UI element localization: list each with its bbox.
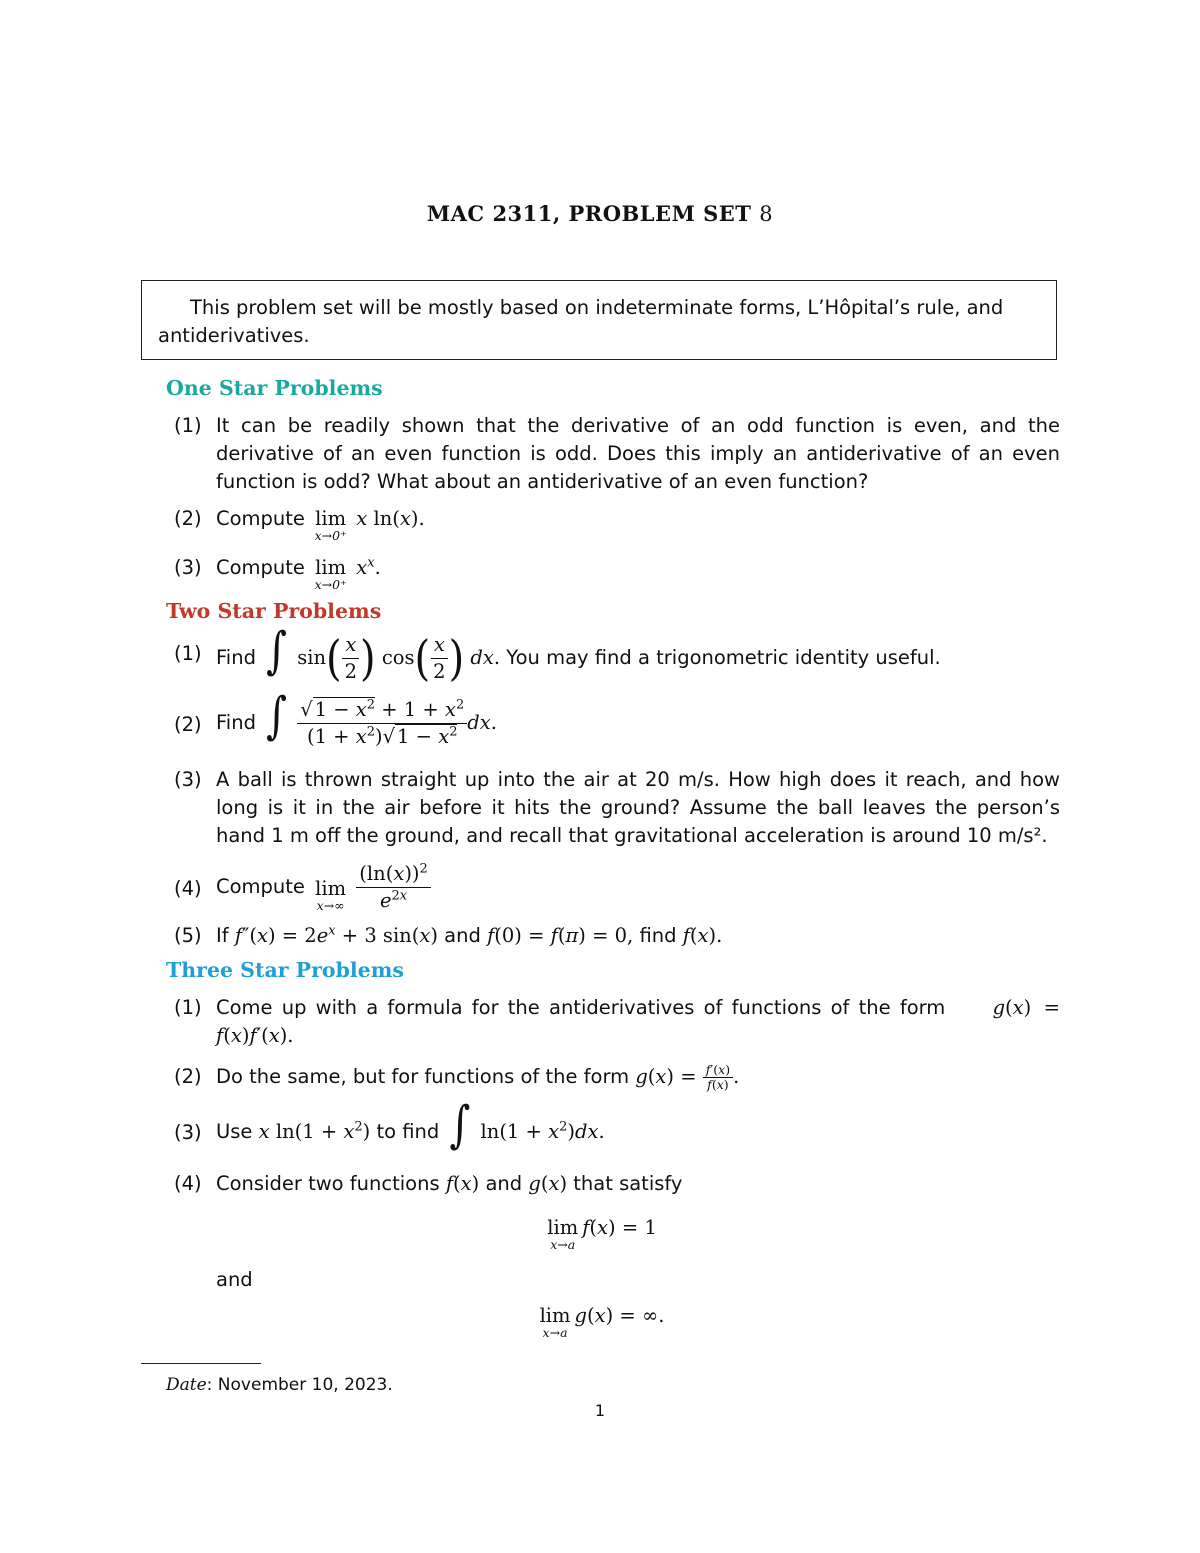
title-text: MAC 2311, PROBLEM SET (426, 201, 752, 226)
problem-text: Find ∫ $\frac{√ 1 - x^2 + 1 + x^2}{(1 + x^2)√ 1 - x^2}$ dx. (216, 687, 497, 748)
display-equation-2: lim x→a g(x) = ∞. (0, 1302, 1200, 1330)
problem-label: (4) (174, 877, 202, 900)
problem-text: A ball is thrown straight up into the air at 20 m/s. How high does it reach, and how long is it in the air before it hits the ground? Assume the ball leaves the person’s hand 1 m off the ground, and recall that gravitational acceleration is around 10 m/s². (216, 768, 1060, 847)
problem-tail: You may find a trigonometric identity useful. (506, 646, 941, 669)
title-number: 8 (759, 202, 774, 226)
problem-label: (1) (174, 642, 202, 665)
integral-sign: ∫ (449, 1096, 471, 1154)
integral-sign: ∫ (266, 622, 287, 680)
find-word: Find (216, 646, 256, 669)
intro-text: This problem set will be mostly based on indeterminate forms, L’Hôpital’s rule, and antiderivatives. (158, 296, 1004, 347)
problem-text: Compute lim x→∞ $\frac{(\ln(x))^2}{e^{2x}}$ (216, 861, 1060, 914)
page-number: 1 (594, 1401, 606, 1420)
lim-word: lim (315, 507, 347, 530)
find-word: Find (216, 711, 256, 734)
find-word: find (639, 924, 677, 947)
section-heading-two-star: Two Star Problems (166, 599, 382, 623)
date-value: : November 10, 2023. (206, 1375, 393, 1395)
problem-text: Use x $\ln(1 + x^2)$ to find ∫ $\ln(1 + x^2)dx$. (216, 1096, 605, 1154)
to-find-words: to find (376, 1120, 440, 1143)
section-heading-one-star: One Star Problems (166, 376, 383, 400)
problem-label: (5) (174, 924, 202, 947)
lim-word: lim (539, 1304, 571, 1327)
date-label: Date (166, 1375, 207, 1395)
problem-text: Find ∫ sin( $\frac{x}{2}$ ) cos( $\frac{x}{2}$ ) dx. You may find a trigonometric identity useful. (216, 622, 941, 687)
page-title (0, 200, 1200, 228)
intro-box (141, 280, 1057, 360)
problem-text: Do the same, but for functions of the form g(x) = $\frac{f'(x)}{f(x)}$ . (216, 1062, 740, 1092)
satisfy-words: that satisfy (573, 1172, 683, 1195)
problem-text: Compute lim x→0⁺ x ln(x). (216, 505, 1060, 533)
problem-label: (3) (174, 1121, 202, 1144)
and-connector: and (216, 1268, 253, 1291)
problem-label: (2) (174, 507, 202, 530)
lim-word: lim (547, 1216, 579, 1239)
problem-label: (2) (174, 713, 202, 736)
problem-label: (1) (174, 414, 202, 437)
lim-subscript: x→0⁺ (314, 528, 347, 543)
problem-text: If $f''(x) = 2e^x + 3$ sin(x) and f(0) = f(π) = 0, find f(x). (216, 923, 723, 947)
lim-subscript: x→∞ (316, 898, 345, 913)
compute-word: Compute (216, 556, 305, 579)
lim-subscript: x→a (550, 1237, 576, 1252)
limit-expression (314, 554, 347, 592)
display-equation-1: lim x→a f(x) = 1 (0, 1214, 1200, 1242)
problem-text: Consider two functions f(x) and g(x) that satisfy (216, 1172, 683, 1195)
problem-text-line: Consider two functions (216, 1172, 440, 1195)
limit-expression (547, 1214, 579, 1252)
compute-word: Compute (216, 875, 305, 898)
problem-label: (2) (174, 1065, 202, 1088)
lim-word: lim (315, 877, 347, 900)
lim-word: lim (315, 556, 347, 579)
section-heading-three-star: Three Star Problems (166, 958, 404, 982)
and-word: and (485, 1172, 523, 1195)
problem-text-line: Do the same, but for functions of the form (216, 1065, 630, 1088)
limit-expression (315, 875, 347, 913)
problem-text-line: Come up with a formula for the antiderivatives of functions of the form (216, 996, 946, 1019)
problem-label: (1) (174, 996, 202, 1019)
and-word: and (444, 924, 481, 947)
use-word: Use (216, 1120, 253, 1143)
problem-text: Compute lim x→0⁺ $x^x$. (216, 554, 1060, 582)
lim-subscript: x→a (542, 1325, 568, 1340)
problem-label: (4) (174, 1172, 202, 1195)
limit-expression (539, 1302, 571, 1340)
integral-sign: ∫ (266, 687, 287, 745)
footnote-rule (141, 1363, 261, 1364)
footnote-date (166, 1371, 393, 1399)
compute-word: Compute (216, 507, 305, 530)
if-word: If (216, 924, 229, 947)
lim-subscript: x→0⁺ (314, 577, 347, 592)
limit-expression (314, 505, 347, 543)
problem-text: It can be readily shown that the derivative of an odd function is even, and the derivative of an even function is odd. Does this imply an antiderivative of an even function is odd? What about an antiderivative of an even function? (216, 414, 1060, 493)
problem-label: (3) (174, 768, 202, 791)
problem-text: Come up with a formula for the antiderivatives of functions of the form g(x) = f(x)f′(x). (216, 996, 1060, 1047)
problem-label: (3) (174, 556, 202, 579)
